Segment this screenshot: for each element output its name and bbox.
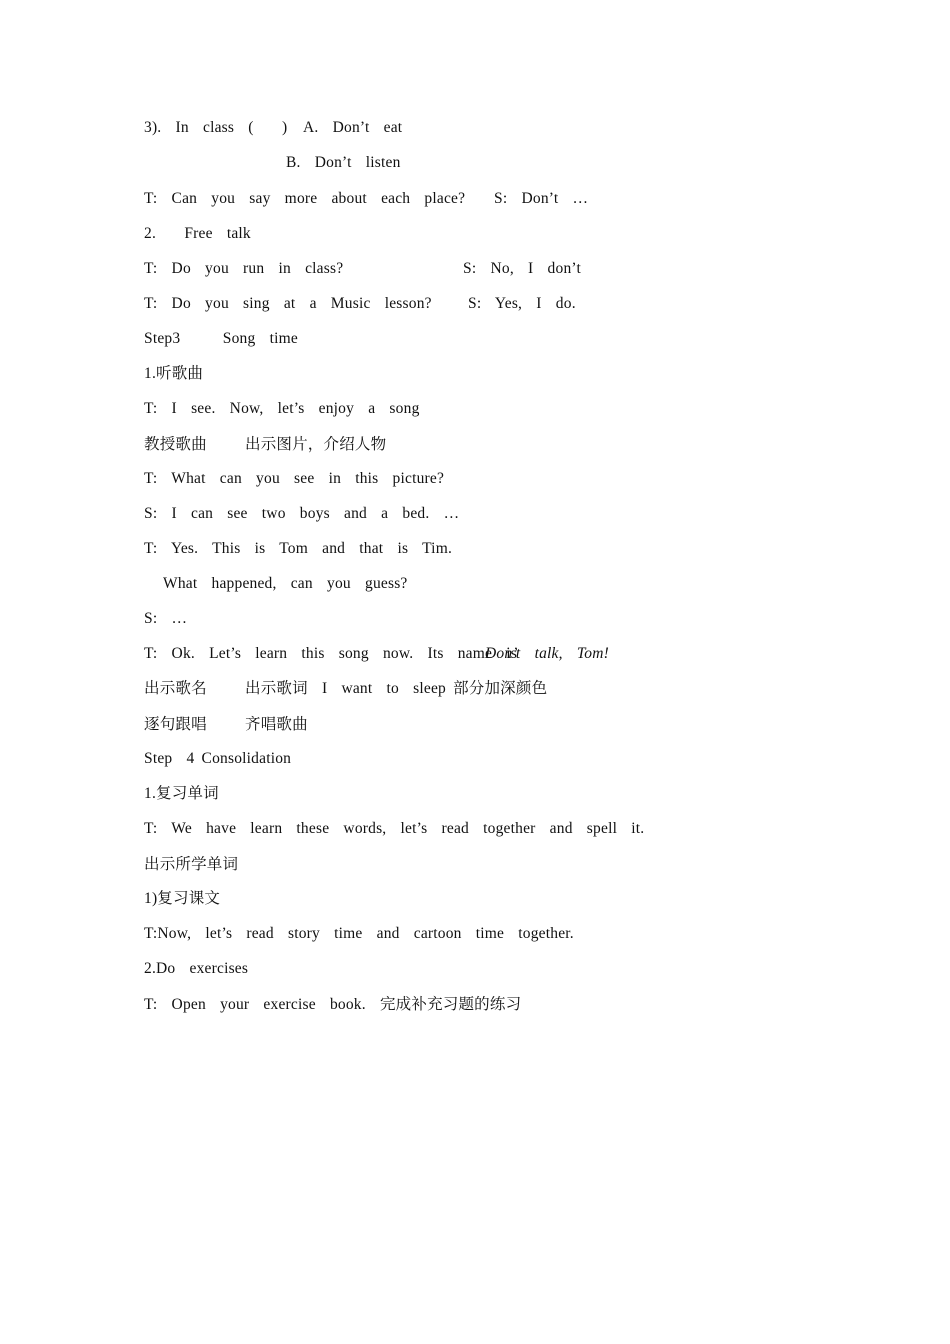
instruction-line: 出示歌词 I want to sleep 部分加深颜色 — [245, 680, 548, 697]
question-3: 3). In class ( ) — [144, 119, 288, 136]
instruction-line: 出示图片，介绍人物 — [245, 436, 387, 453]
section-heading: 1.听歌曲 — [144, 365, 204, 382]
student-line: S: Don’t … — [494, 190, 589, 207]
student-line: S: No, I don’t — [463, 260, 581, 277]
teacher-line-continued: What happened, can you guess? — [163, 575, 408, 592]
section-heading: 2. Free talk — [144, 225, 251, 242]
teacher-line: T: Can you say more about each place? — [144, 190, 466, 207]
teacher-line: T: Do you run in class? — [144, 260, 344, 277]
teacher-line: T: Yes. This is Tom and that is Tim. — [144, 540, 453, 557]
instruction-line: 齐唱歌曲 — [245, 716, 308, 733]
teacher-line: T: I see. Now, let’s enjoy a song — [144, 400, 420, 417]
section-heading: 1.复习单词 — [144, 785, 219, 802]
teacher-line: T: We have learn these words, let’s read together and spell it. — [144, 820, 645, 837]
instruction-line: 逐句跟唱 — [144, 716, 207, 733]
instruction-line: 出示所学单词 — [144, 856, 239, 873]
section-heading: 2.Do exercises — [144, 960, 249, 977]
teacher-line: T: What can you see in this picture? — [144, 470, 445, 487]
teacher-line: T:Now, let’s read story time and cartoon time together. — [144, 925, 574, 942]
song-title: Don’t talk, Tom! — [485, 645, 609, 662]
instruction-line: 教授歌曲 — [144, 436, 207, 453]
student-line: S: … — [144, 610, 188, 627]
step-heading: Step3 Song time — [144, 330, 298, 347]
teacher-line: T: Open your exercise book. 完成补充习题的练习 — [144, 996, 522, 1013]
teacher-line: T: Ok. Let’s learn this song now. Its name is — [144, 645, 517, 662]
student-line: S: Yes, I do. — [468, 295, 576, 312]
instruction-line: 出示歌名 — [144, 680, 207, 697]
option-b: B. Don’t listen — [286, 154, 401, 171]
teacher-line: T: Do you sing at a Music lesson? — [144, 295, 432, 312]
section-heading: 1)复习课文 — [144, 890, 221, 907]
option-a: A. Don’t eat — [303, 119, 403, 136]
student-line: S: I can see two boys and a bed. … — [144, 505, 460, 522]
step-heading: Step 4 Consolidation — [144, 750, 292, 767]
